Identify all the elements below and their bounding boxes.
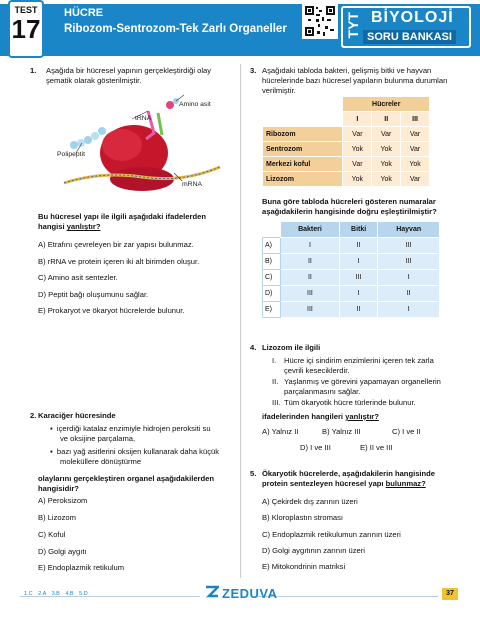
answer-cell: III bbox=[281, 302, 340, 318]
answer-header-bitki: Bitki bbox=[339, 222, 377, 238]
brand-logo: ZEDUVA bbox=[222, 586, 278, 601]
q4-item-2-line1: Yaşlanmış ve görevini yapamayan organellerin bbox=[284, 377, 441, 386]
answer-cell: II bbox=[378, 286, 440, 302]
table-cell: Var bbox=[401, 127, 430, 142]
answer-corner bbox=[263, 222, 281, 238]
answer-cell: I bbox=[378, 270, 440, 286]
q1-stem-line1: Bu hücresel yapı ile ilgili aşağıdaki ifadelerden bbox=[38, 212, 206, 221]
q1-stem-line2 bbox=[38, 222, 206, 232]
col-header-3: III bbox=[401, 112, 430, 127]
zeduva-logo-icon bbox=[205, 585, 219, 604]
answer-header-bakteri: Bakteri bbox=[281, 222, 340, 238]
answer-header-hayvan: Hayvan bbox=[378, 222, 440, 238]
q1-stem-line2a: hangisi bbox=[38, 222, 67, 232]
table-cell: Yok bbox=[372, 142, 401, 157]
label-trna: tRNA bbox=[135, 115, 152, 122]
q2-option-d[interactable]: D) Golgi aygıtı bbox=[38, 547, 87, 556]
column-divider bbox=[240, 64, 241, 578]
q2-title: Karaciğer hücresinde bbox=[38, 411, 116, 420]
q5-stem bbox=[262, 469, 435, 489]
answer-cell: I bbox=[281, 238, 340, 254]
label-mrna: mRNA bbox=[182, 181, 203, 188]
q2-number: 2. bbox=[30, 411, 37, 420]
table-cell: Yok bbox=[343, 172, 372, 187]
q2-option-a[interactable]: A) Peroksizom bbox=[38, 496, 88, 505]
qr-code-icon bbox=[302, 3, 338, 39]
table-corner-2 bbox=[263, 112, 343, 127]
q4-title: Lizozom ile ilgili bbox=[262, 343, 321, 352]
answer-label: A) bbox=[263, 238, 281, 254]
q2-bullet-2b: moleküllere dönüştürme bbox=[60, 457, 142, 467]
q1-intro bbox=[46, 66, 211, 86]
q4-item-3-num: III. bbox=[272, 398, 281, 407]
table-header-cells: Hücreler bbox=[343, 97, 430, 112]
table-cell: Var bbox=[401, 142, 430, 157]
q4-item-1-num: I. bbox=[272, 356, 277, 365]
col-header-2: II bbox=[372, 112, 401, 127]
q3-intro-line2: hücrelerinde bazı hücresel yapıların bulunma durumları bbox=[262, 76, 448, 86]
q4-item-3 bbox=[272, 398, 416, 408]
q1-stem-line2b: yanlıştır? bbox=[66, 222, 101, 232]
series-badge bbox=[341, 6, 471, 48]
footer-rule-right bbox=[258, 596, 438, 597]
answer-cell: II bbox=[281, 270, 340, 286]
q2-bullet-1b: ve oksijine parçalama, bbox=[60, 434, 136, 444]
q1-number: 1. bbox=[30, 66, 37, 75]
q1-stem bbox=[38, 212, 206, 232]
q2-bullet-2 bbox=[50, 447, 219, 467]
q2-bullet-2-line1: ▪ bazı yağ asitlerini oksijen kullanarak daha küçük bbox=[50, 447, 220, 456]
q3-stem bbox=[262, 197, 437, 217]
q1-option-b[interactable]: B) rRNA ve protein içeren iki alt birimden oluşur. bbox=[38, 257, 200, 266]
q5-stem-line1: Ökaryotik hücrelerde, aşağıdakilerin hangisinde bbox=[262, 469, 436, 478]
series-label: TYT bbox=[345, 12, 361, 39]
q5-option-b[interactable]: B) Kloroplastın stroması bbox=[262, 513, 344, 522]
answer-cell: II bbox=[339, 238, 377, 254]
q1-option-e[interactable]: E) Prokaryot ve ökaryot hücrelerde bulunur. bbox=[38, 306, 185, 315]
q2-option-c[interactable]: C) Koful bbox=[38, 530, 66, 539]
q5-number: 5. bbox=[250, 469, 257, 478]
q4-option-c[interactable]: C) I ve II bbox=[392, 427, 421, 436]
ribosome-illustration bbox=[57, 93, 222, 201]
topic-title: HÜCRE bbox=[64, 7, 104, 19]
row-header-sentrozom: Sentrozom bbox=[263, 142, 343, 157]
answer-label: E) bbox=[263, 302, 281, 318]
q1-option-d[interactable]: D) Peptit bağı oluşumunu sağlar. bbox=[38, 290, 149, 299]
q4-number: 4. bbox=[250, 343, 257, 352]
answer-cell: III bbox=[339, 270, 377, 286]
answer-key: 1.C 2.A 3.B 4.B 5.D bbox=[24, 591, 88, 597]
q5-stem-line2 bbox=[262, 479, 435, 489]
q5-stem-line2a: protein sentezleyen hücresel yapı bbox=[262, 479, 386, 489]
q4-item-2 bbox=[272, 377, 441, 397]
answer-cell: I bbox=[339, 254, 377, 270]
q3-stem-line1: Buna göre tabloda hücreleri gösteren numaralar bbox=[262, 197, 436, 206]
q4-item-3-line1: Tüm ökaryotik hücre türlerinde bulunur. bbox=[284, 398, 416, 407]
answer-label: B) bbox=[263, 254, 281, 270]
q3-number: 3. bbox=[250, 66, 257, 75]
q3-stem-line2: aşağıdakilerin hangisinde doğru eşleştirilmiştir? bbox=[262, 207, 437, 217]
answer-cell: III bbox=[281, 286, 340, 302]
page-number: 37 bbox=[442, 588, 458, 600]
answer-label: C) bbox=[263, 270, 281, 286]
q3-option-d[interactable] bbox=[263, 286, 440, 302]
q3-intro bbox=[262, 66, 448, 97]
q5-option-c[interactable]: C) Endoplazmik retikulumun zarının üzeri bbox=[262, 530, 401, 539]
topic-subtitle: Ribozom-Sentrozom-Tek Zarlı Organeller bbox=[64, 23, 287, 35]
table-cell: Var bbox=[343, 127, 372, 142]
q1-option-a[interactable]: A) Etrafını çevreleyen bir zar yapısı bulunmaz. bbox=[38, 240, 194, 249]
q4-item-1 bbox=[272, 356, 434, 376]
table-cell: Yok bbox=[372, 157, 401, 172]
q5-option-d[interactable]: D) Golgi aygıtının zarının üzeri bbox=[262, 546, 365, 555]
answer-cell: II bbox=[339, 302, 377, 318]
subject-label: BİYOLOJİ bbox=[371, 9, 454, 26]
q4-stem bbox=[262, 412, 379, 422]
q4-item-1-line1: Hücre içi sindirim enzimlerini içeren tek zarla bbox=[284, 356, 434, 365]
q4-stem-b: yanlıştır? bbox=[345, 412, 379, 421]
q1-intro-line2: şematik olarak gösterilmiştir. bbox=[46, 76, 142, 86]
q3-structure-table bbox=[262, 96, 430, 187]
test-number-box bbox=[8, 0, 44, 58]
row-header-ribozom: Ribozom bbox=[263, 127, 343, 142]
q2-bullet-1-line1: ▪ içerdiği katalaz enzimiyle hidrojen peroksiti su bbox=[50, 424, 211, 433]
page-header bbox=[0, 0, 480, 60]
q2-bullet-2a: bazı yağ asitlerini oksijen kullanarak daha küçük bbox=[56, 447, 220, 456]
q4-option-e[interactable]: E) II ve III bbox=[360, 443, 393, 452]
table-corner bbox=[263, 97, 343, 112]
table-cell: Var bbox=[343, 157, 372, 172]
table-cell: Var bbox=[401, 172, 430, 187]
test-number: 17 bbox=[11, 14, 41, 44]
q4-option-b[interactable]: B) Yalnız III bbox=[322, 427, 361, 436]
table-cell: Yok bbox=[372, 172, 401, 187]
q4-item-2-line2: parçalanmasını sağlar. bbox=[284, 387, 361, 397]
q2-bullet-1 bbox=[50, 424, 211, 444]
col-header-1: I bbox=[343, 112, 372, 127]
q5-stem-line2b: bulunmaz? bbox=[385, 479, 426, 489]
q2-stem-line1: olaylarını gerçekleştiren organel aşağıdakilerden bbox=[38, 474, 214, 483]
q2-option-e[interactable]: E) Endoplazmik retikulum bbox=[38, 563, 125, 572]
table-cell: Yok bbox=[401, 157, 430, 172]
q5-option-e[interactable]: E) Mitokondrinin matriksi bbox=[262, 562, 346, 571]
test-label: TEST bbox=[14, 5, 38, 15]
table-cell: Yok bbox=[343, 142, 372, 157]
answer-cell: I bbox=[378, 302, 440, 318]
q2-bullet-1a: içerdiği katalaz enzimiyle hidrojen peroksiti su bbox=[56, 424, 211, 433]
q2-stem-line2: hangisidir? bbox=[38, 484, 79, 494]
row-header-lizozom: Lizozom bbox=[263, 172, 343, 187]
row-header-koful: Merkezi koful bbox=[263, 157, 343, 172]
table-cell: Var bbox=[372, 127, 401, 142]
book-label: SORU BANKASI bbox=[363, 30, 456, 44]
q4-stem-a: ifadelerinden hangileri bbox=[262, 412, 346, 421]
q3-option-e[interactable] bbox=[263, 302, 440, 318]
q3-option-c[interactable] bbox=[263, 270, 440, 286]
answer-cell: I bbox=[339, 286, 377, 302]
q3-intro-line3: verilmiştir. bbox=[262, 86, 296, 96]
q4-option-d[interactable]: D) I ve III bbox=[300, 443, 331, 452]
q2-option-b[interactable]: B) Lizozom bbox=[38, 513, 76, 522]
q5-option-a[interactable]: A) Çekirdek dış zarının üzeri bbox=[262, 497, 358, 506]
q3-intro-line1: Aşağıdaki tabloda bakteri, gelişmiş bitki ve hayvan bbox=[262, 66, 432, 75]
q3-answer-table bbox=[262, 221, 440, 318]
q3-option-a[interactable] bbox=[263, 238, 440, 254]
answer-cell: II bbox=[281, 254, 340, 270]
answer-label: D) bbox=[263, 286, 281, 302]
q4-option-a[interactable]: A) Yalnız II bbox=[262, 427, 299, 436]
answer-cell: III bbox=[378, 254, 440, 270]
q3-option-b[interactable] bbox=[263, 254, 440, 270]
answer-cell: III bbox=[378, 238, 440, 254]
label-amino-acid: Amino asit bbox=[179, 101, 211, 108]
label-polypeptide: Polipeptit bbox=[57, 151, 85, 158]
q1-option-c[interactable]: C) Amino asit sentezler. bbox=[38, 273, 118, 282]
q4-item-1-line2: çevrili keseciklerdir. bbox=[284, 366, 350, 376]
q2-stem bbox=[38, 474, 214, 494]
q4-item-2-num: II. bbox=[272, 377, 279, 386]
q1-intro-line1: Aşağıda bir hücresel yapının gerçekleştirdiği olay bbox=[46, 66, 212, 75]
